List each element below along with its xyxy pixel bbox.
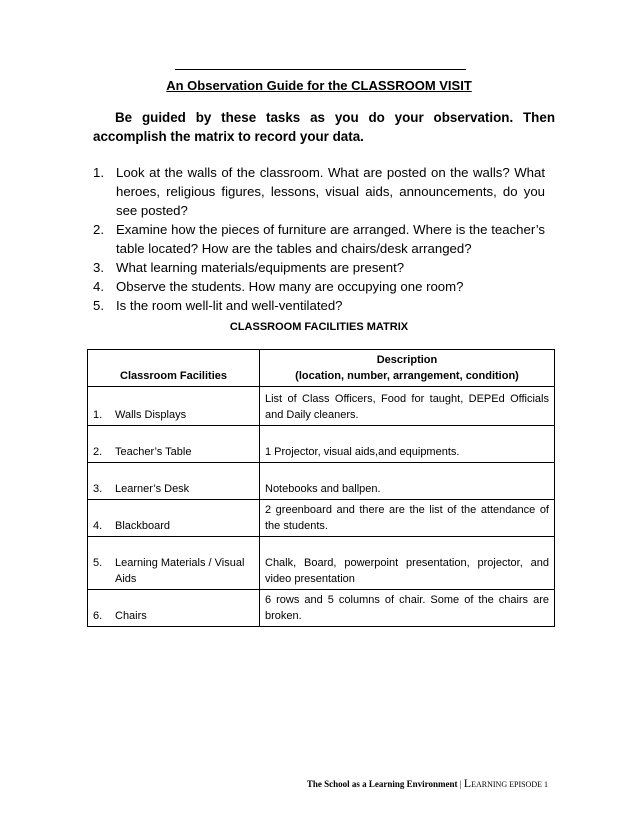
task-text: Examine how the pieces of furniture are arranged. Where is the teacher’s table located? How are the tables and chairs/desk arranged? [116, 222, 545, 256]
facility-label: Learner’s Desk [115, 483, 190, 495]
facility-cell [88, 426, 260, 463]
table-row [88, 537, 555, 590]
description-cell: Notebooks and ballpen. [260, 463, 555, 500]
footer-separator: | [457, 779, 464, 789]
header-facilities [88, 350, 260, 387]
task-number: 3. [93, 260, 104, 275]
header-facilities-label: Classroom Facilities [120, 370, 227, 382]
task-text: What learning materials/equipments are present? [116, 260, 405, 275]
task-text: Is the room well-lit and well-ventilated? [116, 298, 343, 313]
header-description [260, 350, 555, 387]
facility-cell [88, 537, 260, 590]
task-text: Look at the walls of the classroom. What are posted on the walls? What heroes, religious figures, lessons, visual aids, announcements, do you see posted? [116, 165, 545, 218]
list-item [93, 258, 545, 277]
row-number: 5. [93, 557, 103, 569]
facility-label: Chairs [115, 610, 147, 622]
facility-label: Walls Displays [115, 409, 187, 421]
task-number: 5. [93, 298, 104, 313]
facilities-matrix-table [87, 349, 555, 627]
table-row [88, 590, 555, 627]
table-row [88, 426, 555, 463]
list-item [93, 163, 545, 220]
facility-cell [88, 500, 260, 537]
footer-episode-initial: L [463, 776, 472, 790]
task-text: Observe the students. How many are occupying one room? [116, 279, 464, 294]
row-number: 1. [93, 409, 103, 421]
description-cell: List of Class Officers, Food for taught, DEPEd Officials and Daily cleaners. [260, 387, 555, 426]
page-footer [0, 777, 548, 791]
header-description-sublabel: (location, number, arrangement, condition) [295, 370, 519, 382]
row-number: 2. [93, 446, 103, 458]
footer-course-title: The School as a Learning Environment [306, 779, 458, 789]
table-row [88, 500, 555, 537]
row-number: 4. [93, 520, 103, 532]
table-header-row [88, 350, 555, 387]
task-number: 1. [93, 165, 104, 180]
description-cell: Chalk, Board, powerpoint presentation, projector, and video presentation [260, 537, 555, 590]
task-number: 2. [93, 222, 104, 237]
intro-paragraph: Be guided by these tasks as you do your observation. Then accomplish the matrix to record your data. [93, 110, 555, 144]
description-cell: 1 Projector, visual aids,and equipments. [260, 426, 555, 463]
facility-label: Teacher’s Table [115, 446, 192, 458]
task-number: 4. [93, 279, 104, 294]
list-item [93, 296, 545, 315]
list-item [93, 220, 545, 258]
table-row [88, 463, 555, 500]
row-number: 6. [93, 610, 103, 622]
table-row [88, 387, 555, 426]
facility-label: Learning Materials / Visual Aids [115, 557, 245, 585]
task-list [93, 163, 545, 315]
list-item [93, 277, 545, 296]
description-cell: 6 rows and 5 columns of chair. Some of the chairs are broken. [260, 590, 555, 627]
footer-episode-label: EARNING EPISODE 1 [471, 780, 548, 789]
facility-cell [88, 463, 260, 500]
facility-cell [88, 590, 260, 627]
facility-label: Blackboard [115, 520, 171, 532]
title-rule [175, 69, 466, 70]
matrix-title: CLASSROOM FACILITIES MATRIX [229, 321, 409, 333]
row-number: 3. [93, 483, 103, 495]
description-cell: 2 greenboard and there are the list of the attendance of the students. [260, 500, 555, 537]
facility-cell [88, 387, 260, 426]
page-title: An Observation Guide for the CLASSROOM VISIT [166, 78, 472, 93]
header-description-label: Description [376, 354, 438, 366]
